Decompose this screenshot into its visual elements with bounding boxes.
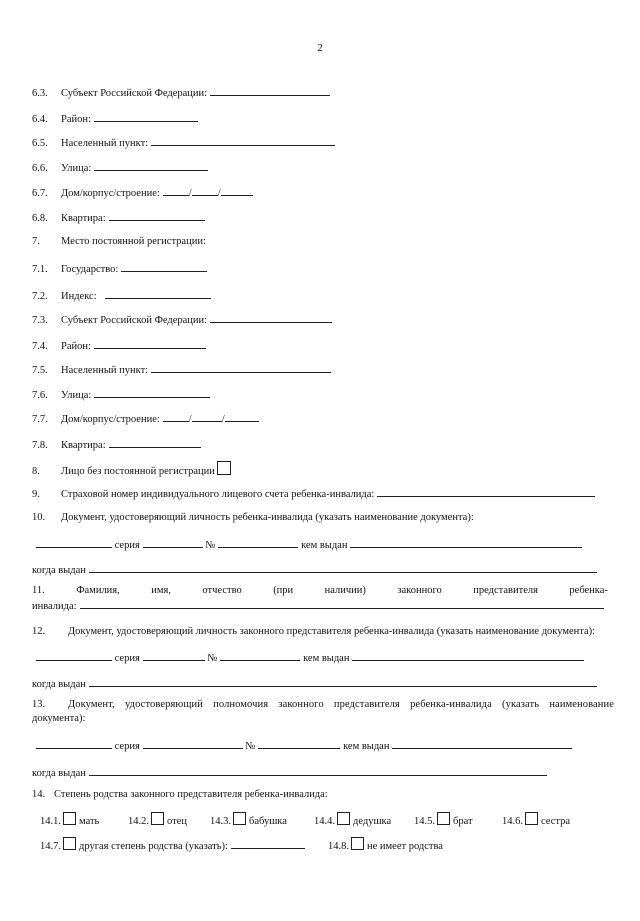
field-number: 6.8. xyxy=(32,213,48,224)
option-14-1 xyxy=(40,812,99,829)
option-14-7 xyxy=(40,837,305,854)
doc-13-issued-date xyxy=(32,765,612,781)
issued-when-label: когда выдан xyxy=(32,565,86,576)
field-number: 7. xyxy=(32,236,40,247)
field-label: Улица: xyxy=(61,163,92,174)
field-number: 6.6. xyxy=(32,163,48,174)
field-label-word: законного xyxy=(397,585,442,596)
field-label: инвалида: xyxy=(32,601,77,612)
authority-series-input[interactable] xyxy=(143,738,243,749)
doc-10-issued-date xyxy=(32,562,612,578)
reg-district-input[interactable] xyxy=(94,338,206,349)
field-label: Населенный пункт: xyxy=(61,365,149,376)
number-label: № xyxy=(245,741,256,752)
field-label: Квартира: xyxy=(61,440,106,451)
page-number: 2 xyxy=(317,42,323,54)
option-14-3 xyxy=(210,812,287,829)
field-number: 6.3. xyxy=(32,88,48,99)
field-number: 7.8. xyxy=(32,440,48,451)
field-number: 10. xyxy=(32,512,46,523)
series-input[interactable] xyxy=(143,537,203,548)
field-label: Документ, удостоверяющий личность ребенка-инвалида (указать наименование документа): xyxy=(61,512,474,523)
option-label: сестра xyxy=(541,816,570,827)
field-6-8 xyxy=(32,210,612,226)
sister-checkbox[interactable] xyxy=(525,812,538,825)
field-number: 7.1. xyxy=(32,264,48,275)
field-7-3 xyxy=(32,312,612,328)
field-label-word: Фамилия, xyxy=(76,585,120,596)
structure-input[interactable] xyxy=(221,185,253,196)
field-number: 6.5. xyxy=(32,138,48,149)
field-number: 7.3. xyxy=(32,315,48,326)
field-6-5 xyxy=(32,135,612,151)
field-number: 6.4. xyxy=(32,114,48,125)
no-relation-checkbox[interactable] xyxy=(351,837,364,850)
field-13-cont xyxy=(32,712,612,726)
field-12 xyxy=(32,625,612,639)
field-7-5 xyxy=(32,362,612,378)
option-label: бабушка xyxy=(249,816,287,827)
field-6-6 xyxy=(32,160,612,176)
field-6-7: 6.7. Дом/корпус/строение: / / xyxy=(32,185,612,201)
option-number: 14.2. xyxy=(128,816,149,827)
option-14-2 xyxy=(128,812,187,829)
field-11-cont xyxy=(32,598,612,614)
field-label-word: наличии) xyxy=(324,585,366,596)
field-label: Район: xyxy=(61,114,91,125)
field-label: Дом/корпус/строение: xyxy=(61,414,160,425)
building-input[interactable] xyxy=(192,185,218,196)
rep-series-input[interactable] xyxy=(143,650,205,661)
option-number: 14.8. xyxy=(328,841,349,852)
option-label: дедушка xyxy=(353,816,392,827)
field-label-word: ребенка- xyxy=(569,585,608,596)
field-label: Документ, удостоверяющий полномочия законного представителя ребенка-инвалида (указать наименование xyxy=(68,699,614,710)
option-14-6 xyxy=(502,812,570,829)
father-checkbox[interactable] xyxy=(151,812,164,825)
grandmother-checkbox[interactable] xyxy=(233,812,246,825)
field-label-word: отчество xyxy=(202,585,242,596)
number-label: № xyxy=(205,540,216,551)
option-number: 14.1. xyxy=(40,816,61,827)
option-number: 14.6. xyxy=(502,816,523,827)
option-number: 14.7. xyxy=(40,841,61,852)
field-label: Район: xyxy=(61,341,91,352)
country-input[interactable] xyxy=(121,261,207,272)
field-label: Лицо без постоянной регистрации xyxy=(61,466,215,477)
field-label: Квартира: xyxy=(61,213,106,224)
authority-doc-number-input[interactable] xyxy=(258,738,340,749)
field-7 xyxy=(32,235,612,249)
subject-rf-input[interactable] xyxy=(210,85,330,96)
rep-doc-number-input[interactable] xyxy=(220,650,300,661)
district-input[interactable] xyxy=(94,111,198,122)
no-registration-checkbox[interactable] xyxy=(217,461,231,475)
field-number: 13. xyxy=(32,699,46,710)
field-11 xyxy=(32,584,608,598)
field-7-7: 7.7. Дом/корпус/строение: / / xyxy=(32,411,612,427)
field-label-word: имя, xyxy=(151,585,171,596)
issued-when-label: когда выдан xyxy=(32,679,86,690)
field-14 xyxy=(32,788,612,802)
house-input[interactable] xyxy=(163,185,189,196)
field-number: 8. xyxy=(32,466,40,477)
option-label: брат xyxy=(453,816,473,827)
field-8 xyxy=(32,461,612,479)
field-label-word: представителя xyxy=(473,585,538,596)
option-14-4 xyxy=(314,812,391,829)
issued-when-label: когда выдан xyxy=(32,768,86,779)
brother-checkbox[interactable] xyxy=(437,812,450,825)
field-9 xyxy=(32,486,612,502)
doc-12-issued-date xyxy=(32,676,612,692)
field-label: Страховой номер индивидуального лицевого счета ребенка-инвалида: xyxy=(61,489,375,500)
issued-by-label: кем выдан xyxy=(301,540,348,551)
issued-by-label: кем выдан xyxy=(303,653,350,664)
doc-10-details xyxy=(32,537,612,553)
authority-issued-by-input[interactable] xyxy=(392,738,572,749)
field-7-2 xyxy=(32,288,612,304)
doc-number-input[interactable] xyxy=(218,537,298,548)
field-label: Степень родства законного представителя ребенка-инвалида: xyxy=(54,789,328,800)
option-number: 14.4. xyxy=(314,816,335,827)
apartment-input[interactable] xyxy=(109,210,205,221)
option-label: отец xyxy=(167,816,187,827)
field-number: 12. xyxy=(32,626,46,637)
field-label-word: (при xyxy=(273,585,294,596)
field-label: Улица: xyxy=(61,390,92,401)
rep-doc-name-input[interactable] xyxy=(36,650,112,661)
field-number: 7.6. xyxy=(32,390,48,401)
authority-issued-when-input[interactable] xyxy=(89,765,547,776)
field-number: 7.7. xyxy=(32,414,48,425)
section-heading: Место постоянной регистрации: xyxy=(61,236,206,247)
field-label: Населенный пункт: xyxy=(61,138,149,149)
other-relation-input[interactable] xyxy=(231,838,305,849)
field-label: Дом/корпус/строение: xyxy=(61,188,160,199)
option-label: мать xyxy=(79,816,100,827)
issued-by-label: кем выдан xyxy=(343,741,390,752)
issued-by-input[interactable] xyxy=(350,537,582,548)
field-label: Субъект Российской Федерации: xyxy=(61,315,208,326)
option-number: 14.3. xyxy=(210,816,231,827)
postal-code-input[interactable] xyxy=(105,288,211,299)
field-number: 7.5. xyxy=(32,365,48,376)
option-label: другая степень родства (указать): xyxy=(79,841,228,852)
field-6-4 xyxy=(32,111,612,127)
reg-locality-input[interactable] xyxy=(151,362,331,373)
reg-apartment-input[interactable] xyxy=(109,437,201,448)
doc-name-input[interactable] xyxy=(36,537,112,548)
reg-house-input[interactable] xyxy=(163,411,189,422)
field-label: Субъект Российской Федерации: xyxy=(61,88,208,99)
field-13 xyxy=(32,698,614,712)
doc-13-details xyxy=(32,738,612,754)
field-number: 9. xyxy=(32,489,40,500)
representative-name-input[interactable] xyxy=(80,598,604,609)
field-10 xyxy=(32,511,612,525)
authority-doc-name-input[interactable] xyxy=(36,738,112,749)
locality-input[interactable] xyxy=(151,135,335,146)
field-number: 6.7. xyxy=(32,188,48,199)
option-14-8 xyxy=(328,837,443,854)
street-input[interactable] xyxy=(94,160,208,171)
field-7-4 xyxy=(32,338,612,354)
rep-issued-when-input[interactable] xyxy=(89,676,597,687)
number-label: № xyxy=(207,653,218,664)
field-number: 7.2. xyxy=(32,291,48,302)
reg-building-input[interactable] xyxy=(192,411,222,422)
field-number: 11. xyxy=(32,585,45,596)
mother-checkbox[interactable] xyxy=(63,812,76,825)
field-number: 14. xyxy=(32,789,46,800)
field-7-1 xyxy=(32,261,612,277)
field-number: 7.4. xyxy=(32,341,48,352)
field-label: документа): xyxy=(32,713,86,724)
reg-subject-rf-input[interactable] xyxy=(210,312,332,323)
field-6-3 xyxy=(32,85,612,101)
grandfather-checkbox[interactable] xyxy=(337,812,350,825)
series-label: серия xyxy=(114,540,140,551)
reg-structure-input[interactable] xyxy=(225,411,259,422)
field-label: Государство: xyxy=(61,264,119,275)
issued-when-input[interactable] xyxy=(89,562,597,573)
reg-street-input[interactable] xyxy=(94,387,210,398)
field-label: Индекс: xyxy=(61,291,97,302)
series-label: серия xyxy=(114,653,140,664)
doc-12-details xyxy=(32,650,612,666)
snils-input[interactable] xyxy=(377,486,595,497)
field-label: Документ, удостоверяющий личность законного представителя ребенка-инвалида (указать наименование документа): xyxy=(68,626,596,637)
option-label: не имеет родства xyxy=(367,841,443,852)
option-number: 14.5. xyxy=(414,816,435,827)
rep-issued-by-input[interactable] xyxy=(352,650,584,661)
field-7-8 xyxy=(32,437,612,453)
series-label: серия xyxy=(114,741,140,752)
other-relation-checkbox[interactable] xyxy=(63,837,76,850)
field-7-6 xyxy=(32,387,612,403)
option-14-5 xyxy=(414,812,473,829)
